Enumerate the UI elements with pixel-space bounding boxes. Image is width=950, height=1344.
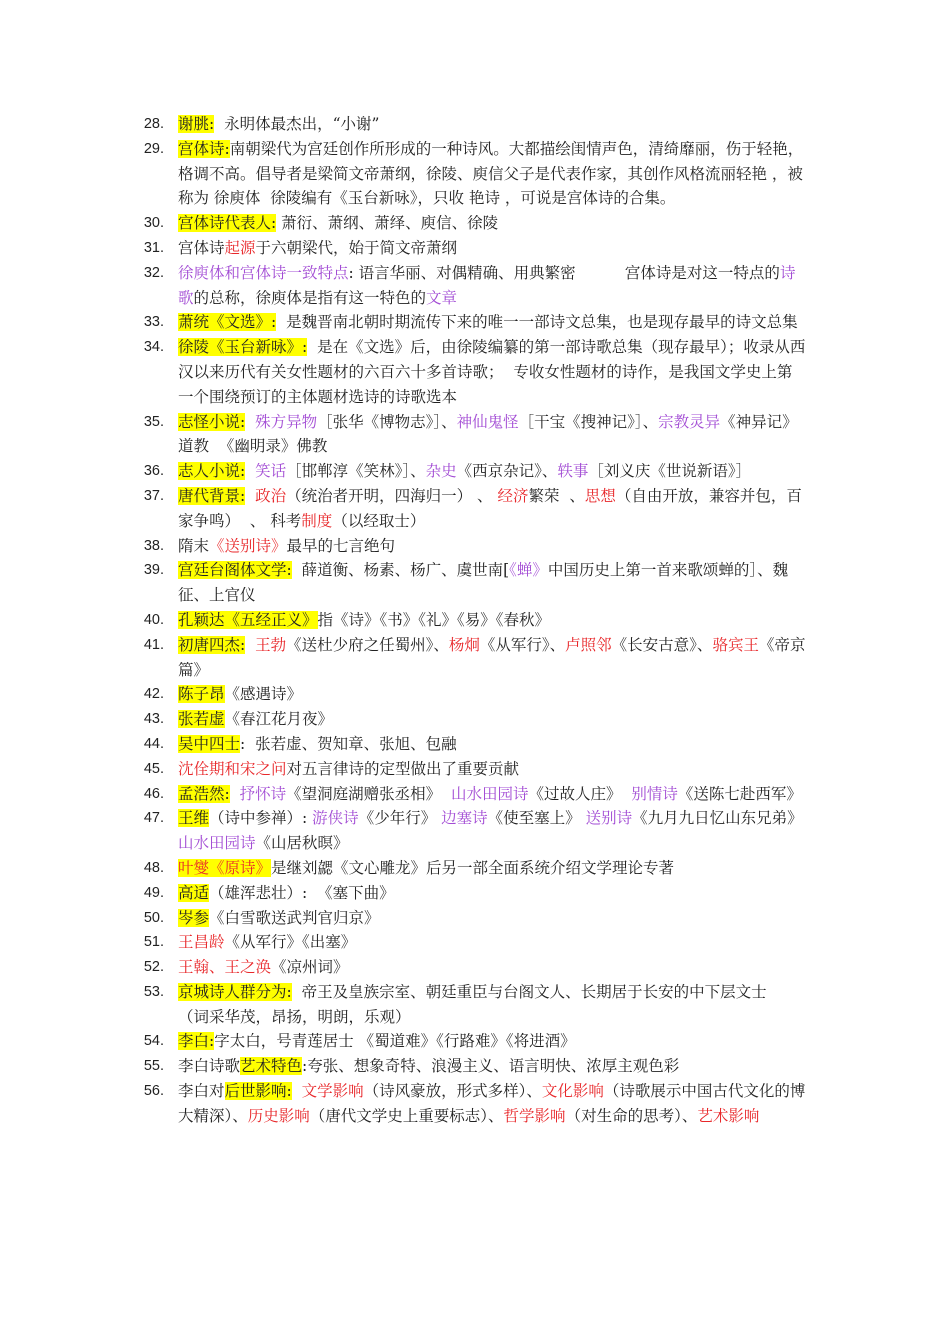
item-number: 45.	[143, 760, 164, 777]
list-item	[0, 633, 950, 683]
item-number: 55.	[143, 1058, 164, 1075]
list-item	[0, 682, 950, 707]
item-text: 《送杜少府之任蜀州》、	[286, 635, 449, 654]
list-item	[0, 112, 950, 137]
item-text: 《西京杂记》、	[456, 462, 558, 481]
item-number: 48.	[143, 859, 164, 876]
highlighted-term: 后世影响:	[224, 1082, 292, 1101]
list-item	[0, 484, 950, 534]
item-text: 《送陈七赴西军》	[677, 784, 802, 803]
highlighted-term: 初唐四杰:	[178, 635, 246, 654]
highlighted-term: 王维	[178, 809, 210, 828]
item-text: : 张若虚、贺知章、张旭、包融	[240, 734, 457, 753]
highlighted-term: 艺术特色	[240, 1057, 303, 1076]
colored-term: 边塞诗	[441, 809, 488, 828]
colored-term: 山水田园诗	[450, 784, 529, 803]
list-item	[0, 410, 950, 460]
item-number: 49.	[143, 884, 164, 901]
colored-term: 别情诗	[631, 784, 678, 803]
list-item	[0, 955, 950, 980]
list-item	[0, 335, 950, 409]
colored-term: 山水田园诗	[178, 834, 256, 853]
item-text: 李白诗歌	[178, 1057, 241, 1076]
highlighted-term: 孟浩然:	[178, 784, 230, 803]
list-item	[0, 980, 950, 1030]
item-text: 是在《文选》后，由徐陵编纂的第一部诗歌总集（现存最早）；收录从西汉以来历代有关女性题材的六百六十多首诗歌； 专收女性题材的诗作，是我国文学史上第一个围绕预订的主体题材选诗的诗歌选本	[178, 338, 806, 406]
item-text: 《从军行》《出塞》	[224, 933, 357, 952]
highlighted-term: 张若虚	[178, 710, 225, 729]
highlighted-term: 岑参	[178, 908, 210, 927]
colored-term: 文化影响	[541, 1082, 604, 1101]
colored-term: 杨炯	[448, 635, 480, 654]
item-text: （统治者开明，四海归一） 、	[286, 486, 498, 505]
highlighted-term: 志怪小说:	[178, 412, 246, 431]
item-text	[245, 462, 255, 480]
colored-term: 徐庾体和宫体诗一致特点	[178, 263, 349, 282]
list-item	[0, 236, 950, 261]
item-text: （对生命的思考）、	[565, 1106, 698, 1125]
item-text: 是继刘勰《文心雕龙》后另一部全面系统介绍文学理论专著	[271, 858, 675, 877]
list-item	[0, 261, 950, 311]
item-text	[245, 413, 255, 431]
item-text: 《山居秋暝》	[255, 834, 349, 853]
highlighted-term: 吴中四士	[178, 734, 241, 753]
highlighted-term: 叶燮《原诗》	[178, 858, 272, 877]
colored-term: 王昌龄	[178, 933, 225, 952]
item-number: 46.	[143, 785, 164, 802]
item-text: ［刘义庆《世说新语》］	[588, 462, 752, 481]
list-item	[0, 459, 950, 484]
item-text: 隋末	[178, 536, 210, 555]
list-item	[0, 608, 950, 633]
highlighted-term: 唐代背景:	[178, 486, 246, 505]
item-text: 对五言律诗的定型做出了重要贡献	[286, 759, 520, 778]
list-item	[0, 732, 950, 757]
list-item	[0, 211, 950, 236]
list-item	[0, 782, 950, 807]
list-item	[0, 1029, 950, 1054]
item-number: 41.	[143, 636, 164, 653]
item-text: 薛道衡、杨素、杨广、虞世南[	[291, 561, 510, 580]
colored-term: 骆宾王	[712, 635, 759, 654]
colored-term: 沈佺期和宋之问	[178, 759, 287, 778]
item-text	[230, 785, 240, 803]
highlighted-term: 陈子昂	[178, 685, 225, 704]
document-page	[0, 112, 950, 1129]
colored-term: 政治	[255, 486, 287, 505]
colored-term: 艺术影响	[697, 1106, 760, 1125]
item-text: （诗中参禅）:	[209, 809, 313, 828]
highlighted-term: 徐陵《玉台新咏》:	[178, 338, 308, 357]
item-text: ［张华《博物志》］、	[317, 412, 457, 431]
colored-term: 卢照邻	[565, 635, 612, 654]
colored-term: 哲学影响	[503, 1106, 566, 1125]
item-text	[245, 487, 255, 505]
item-text: 《过故人庄》	[528, 784, 632, 803]
highlighted-term: 李白:	[178, 1032, 215, 1051]
item-number: 36.	[143, 463, 164, 480]
item-text: ［邯郸淳《笑林》］、	[286, 462, 426, 481]
item-text: 指《诗》《书》《礼》《易》《春秋》	[317, 610, 551, 629]
item-number: 29.	[143, 140, 164, 157]
item-text: 宫体诗	[178, 238, 225, 257]
colored-term: 文章	[426, 288, 458, 307]
list-item	[0, 707, 950, 732]
item-text: 《感遇诗》	[224, 685, 303, 704]
item-text: 《望洞庭湖赠张丞相》	[286, 784, 451, 803]
colored-term: 《蝉》	[509, 561, 548, 580]
item-number: 31.	[143, 239, 164, 256]
highlighted-term: 萧统《文选》:	[178, 313, 277, 332]
item-number: 40.	[143, 611, 164, 628]
list-item	[0, 534, 950, 559]
item-text: 《少年行》	[358, 809, 442, 828]
item-text: 繁荣 、	[528, 486, 585, 505]
list-item	[0, 856, 950, 881]
list-item	[0, 137, 950, 211]
list-item	[0, 806, 950, 856]
item-number: 44.	[143, 735, 164, 752]
item-text: 于六朝梁代，始于简文帝萧纲	[255, 238, 458, 257]
highlighted-term: 宫体诗代表人:	[178, 214, 277, 233]
item-text: 《凉州词》	[271, 958, 349, 977]
item-text: 《长安古意》、	[611, 635, 713, 654]
colored-term: 轶事	[557, 462, 589, 481]
item-number: 33.	[143, 314, 164, 331]
list-item	[0, 1079, 950, 1129]
colored-term: 历史影响	[247, 1106, 310, 1125]
item-number: 39.	[143, 562, 164, 579]
colored-term: 抒怀诗	[239, 784, 287, 803]
colored-term: 起源	[224, 238, 256, 257]
item-text: （自由开放，兼容并包，百家争鸣） 、 科考	[178, 486, 802, 530]
item-text: 最早的七言绝句	[286, 536, 396, 555]
colored-term: 殊方异物	[255, 412, 318, 431]
item-text: 《白雪歌送武判官归京》	[209, 908, 380, 927]
list-item	[0, 310, 950, 335]
colored-term: 王勃	[255, 635, 287, 654]
item-text: 《神异记》道教 《幽明录》佛教	[178, 412, 798, 456]
item-number: 30.	[143, 215, 164, 232]
item-text: 《从军行》、	[479, 635, 566, 654]
highlighted-term: 孔颖达《五经正义》	[178, 610, 318, 629]
colored-term: 宗教灵异	[658, 412, 721, 431]
colored-term: 杂史	[425, 462, 457, 481]
item-text: 帝王及皇族宗室、朝廷重臣与台阁文人、长期居于长安的中下层文士 （词采华茂，昂扬，明朗，乐观）	[178, 982, 787, 1026]
item-number: 37.	[143, 487, 164, 504]
item-text	[292, 1082, 302, 1100]
item-text: 永明体最杰出，“小谢”	[214, 115, 380, 133]
item-number: 35.	[143, 413, 164, 430]
colored-term: 王翰、王之涣	[178, 958, 272, 977]
item-text: 萧衍、萧纲、萧绎、庾信、徐陵	[276, 214, 499, 233]
list-item	[0, 558, 950, 608]
item-number: 38.	[143, 537, 164, 554]
colored-term: 神仙鬼怪	[456, 412, 519, 431]
item-text: 南朝梁代为宫廷创作所形成的一种诗风。大都描绘闺情声色，清绮靡丽，伤于轻艳，格调不高。倡导者是梁简文帝萧纲，徐陵、庾信父子是代表作家，其创作风格流丽轻艳 ，被称为 徐庾体 徐陵编有《玉台新咏》，只收 艳诗 ，可说是宫体诗的合集。	[178, 139, 804, 208]
item-text: （诗歌展示中国古代文化的博大精深）、	[178, 1082, 806, 1125]
item-text: 《九月九日忆山东兄弟》	[632, 809, 813, 828]
colored-term: 《送别诗》	[209, 536, 287, 555]
item-number: 52.	[143, 959, 164, 976]
item-number: 51.	[143, 934, 164, 951]
item-text: （雄浑悲壮）: 《塞下曲》	[209, 883, 395, 902]
colored-term: 诗歌	[178, 263, 796, 307]
item-text: （唐代文学史上重要标志）、	[309, 1106, 504, 1125]
item-text: （以经取士）	[332, 511, 426, 530]
colored-term: 文学影响	[301, 1082, 364, 1101]
item-text: 《春江花月夜》	[224, 710, 334, 729]
item-text: 《帝京篇》	[178, 635, 806, 679]
item-number: 50.	[143, 909, 164, 926]
list-item	[0, 930, 950, 955]
list-item	[0, 881, 950, 906]
item-text: :夸张、想象奇特、浪漫主义、语言明快、浓厚主观色彩	[302, 1057, 680, 1076]
colored-term: 经济	[497, 486, 529, 505]
item-text: 字太白，号青莲居士 《蜀道难》《行路难》《将进酒》	[214, 1032, 576, 1051]
item-number: 43.	[143, 711, 164, 728]
item-number: 54.	[143, 1033, 164, 1050]
colored-term: 游侠诗	[312, 809, 359, 828]
item-text: : 语言华丽、对偶精确、用典繁密 宫体诗是对这一特点的	[348, 263, 780, 282]
highlighted-term: 高适	[178, 883, 210, 902]
item-text: 李白对	[178, 1082, 225, 1101]
item-number: 34.	[143, 339, 164, 356]
item-text: 是魏晋南北朝时期流传下来的唯一一部诗文总集，也是现存最早的诗文总集	[276, 313, 798, 332]
highlighted-term: 宫廷台阁体文学:	[178, 561, 292, 580]
highlighted-term: 谢朓:	[178, 115, 215, 133]
list-item	[0, 1054, 950, 1079]
list-item	[0, 906, 950, 931]
item-number: 28.	[143, 116, 164, 132]
item-number: 32.	[143, 264, 164, 281]
colored-term: 笑话	[255, 462, 287, 481]
colored-term: 送别诗	[585, 809, 633, 828]
list-item	[0, 757, 950, 782]
item-number: 47.	[143, 810, 164, 827]
item-text: 的总称，徐庾体是指有这一特色的	[193, 288, 427, 307]
colored-term: 思想	[584, 486, 616, 505]
highlighted-term: 京城诗人群分为:	[178, 982, 292, 1001]
item-number: 42.	[143, 686, 164, 703]
item-text: 中国历史上第一首来歌颂蝉的］、魏征、上官仪	[178, 561, 789, 605]
item-text: 《使至塞上》	[487, 809, 586, 828]
item-text: （诗风豪放，形式多样）、	[363, 1082, 542, 1101]
item-number: 53.	[143, 983, 164, 1000]
highlighted-term: 志人小说:	[178, 462, 246, 481]
item-text: ［干宝《搜神记》］、	[518, 412, 659, 431]
highlighted-term: 宫体诗:	[178, 139, 230, 158]
item-number: 56.	[143, 1083, 164, 1100]
colored-term: 制度	[301, 511, 333, 530]
item-text	[245, 636, 255, 654]
